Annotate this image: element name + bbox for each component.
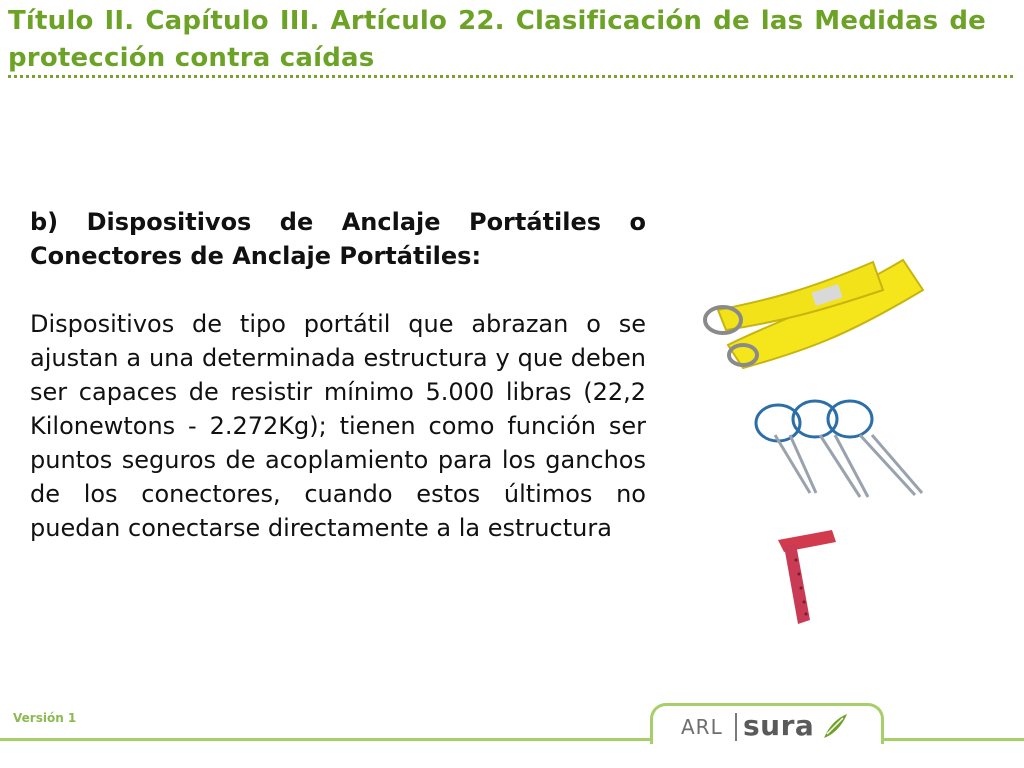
- red-beam-anchor-image: [770, 520, 870, 630]
- version-label: Versión 1: [13, 711, 77, 725]
- steel-ring-connectors-image: [750, 385, 930, 505]
- yellow-anchor-strap-image: [698, 250, 938, 380]
- logo-prefix: ARL: [681, 715, 723, 739]
- section-subtitle: b) Dispositivos de Anclaje Portátiles o Conectores de Anclaje Portátiles:: [30, 208, 646, 270]
- section-paragraph: Dispositivos de tipo portátil que abrazan o se ajustan a una determinada estructura y que deben ser capaces de resistir mínimo 5.000 libras (22,2 Kilonewtons - 2.272Kg); tienen como función ser puntos seguros de acoplamiento para los ganchos de los conectores, cuando estos últimos no puedan conectarse directamente a la estructura: [30, 310, 646, 542]
- logo-separator: [735, 713, 737, 741]
- logo-brand: sura: [743, 709, 815, 742]
- arl-sura-logo: [650, 703, 884, 744]
- slide-title: Título II. Capítulo III. Artículo 22. Clasificación de las Medidas de protección contra caídas: [8, 6, 986, 73]
- sura-leaf-icon: [821, 712, 849, 742]
- content-block: [30, 205, 646, 545]
- title-divider: [8, 75, 1013, 78]
